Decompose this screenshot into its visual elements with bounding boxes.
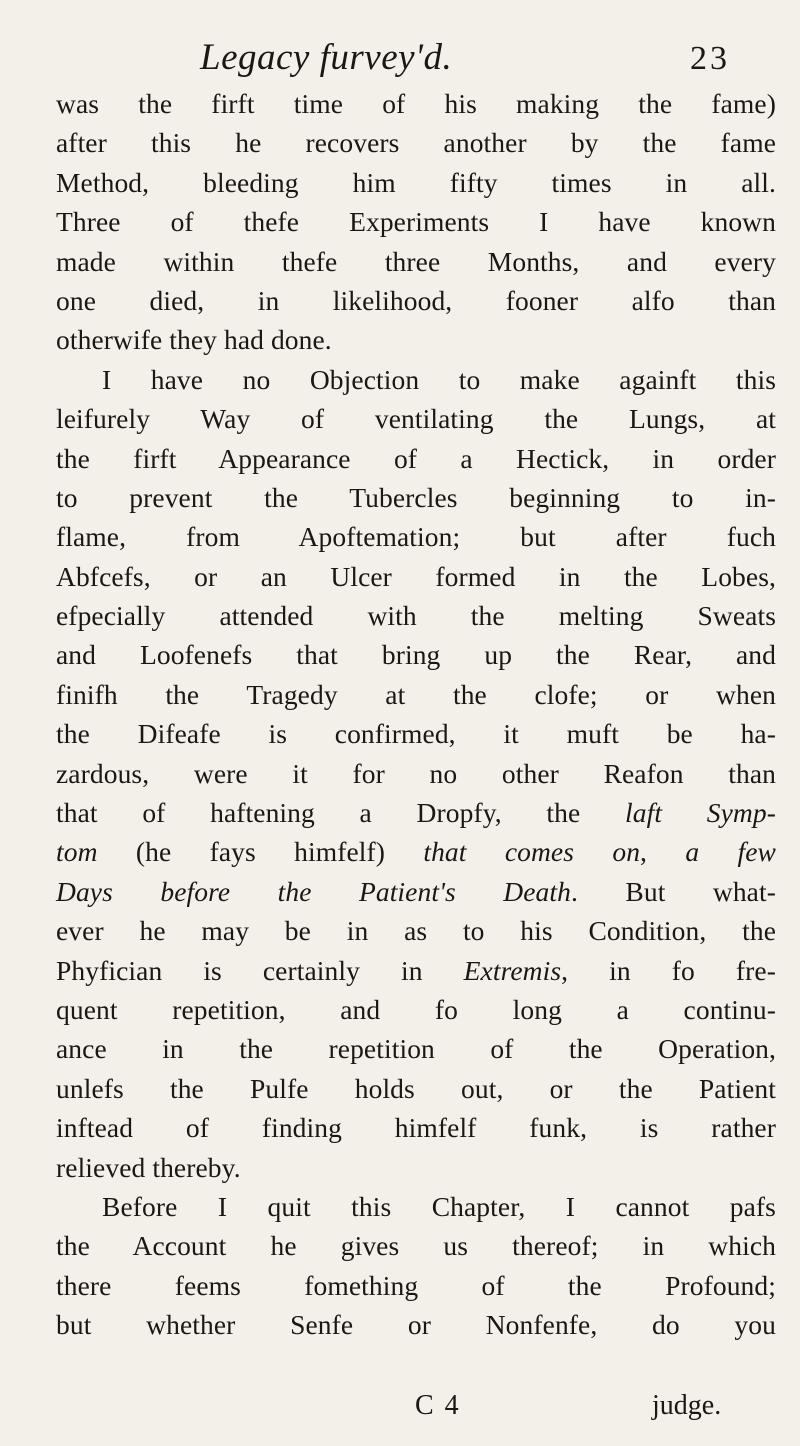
text-line: ance in the repetition of the Operation, <box>56 1033 776 1065</box>
text-line: the Account he gives us thereof; in which <box>56 1230 776 1262</box>
text-line: made within thefe three Months, and every <box>56 245 776 277</box>
catchword: judge. <box>652 1390 722 1421</box>
text-line: zardous, were it for no other Reafon than <box>56 757 776 789</box>
text-line: but whether Senfe or Nonfenfe, do you <box>56 1309 776 1341</box>
text-line: Days before the Patient's Death. But what- <box>56 875 776 907</box>
text-line: Three of thefe Experiments I have known <box>56 206 776 238</box>
paragraph-start-line: Before I quit this Chapter, I cannot pafs <box>102 1190 776 1222</box>
text-line: efpecially attended with the melting Sweats <box>56 600 776 632</box>
page-header <box>0 36 800 86</box>
text-line: quent repetition, and fo long a continu- <box>56 993 776 1025</box>
text-line: ever he may be in as to his Condition, the <box>56 915 776 947</box>
text-line: and Loofenefs that bring up the Rear, and <box>56 639 776 671</box>
text-line: inftead of finding himfelf funk, is rather <box>56 1112 776 1144</box>
signature-mark: C 4 <box>415 1390 461 1421</box>
body-text <box>56 84 776 1345</box>
text-line: to prevent the Tubercles beginning to in- <box>56 481 776 513</box>
text-line: the firft Appearance of a Hectick, in order <box>56 442 776 474</box>
text-line: there feems fomething of the Profound; <box>56 1269 776 1301</box>
text-line: flame, from Apoftemation; but after fuch <box>56 521 776 553</box>
text-line: that of haftening a Dropfy, the laft Symp- <box>56 797 776 829</box>
page-footer <box>0 1390 800 1434</box>
text-line: relieved thereby. <box>56 1151 241 1183</box>
running-title: Legacy furvey'd. <box>200 37 453 78</box>
text-line: leifurely Way of ventilating the Lungs, at <box>56 403 776 435</box>
text-line: was the firft time of his making the fame) <box>56 88 776 119</box>
text-line: otherwife they had done. <box>56 324 332 356</box>
text-line: Abfcefs, or an Ulcer formed in the Lobes, <box>56 560 776 592</box>
text-line: Method, bleeding him fifty times in all. <box>56 166 776 198</box>
text-line: the Difeafe is confirmed, it muft be ha- <box>56 718 776 750</box>
text-line: Phyfician is certainly in Extremis, in fo fre- <box>56 954 776 986</box>
text-line: one died, in likelihood, fooner alfo than <box>56 284 776 316</box>
text-line: tom (he fays himfelf) that comes on, a few <box>56 836 776 868</box>
paragraph-start-line: I have no Objection to make againft this <box>102 363 776 395</box>
text-line: finifh the Tragedy at the clofe; or when <box>56 678 776 710</box>
text-line: unlefs the Pulfe holds out, or the Patient <box>56 1072 776 1104</box>
page-number: 23 <box>690 40 730 77</box>
text-line: after this he recovers another by the fame <box>56 127 776 159</box>
